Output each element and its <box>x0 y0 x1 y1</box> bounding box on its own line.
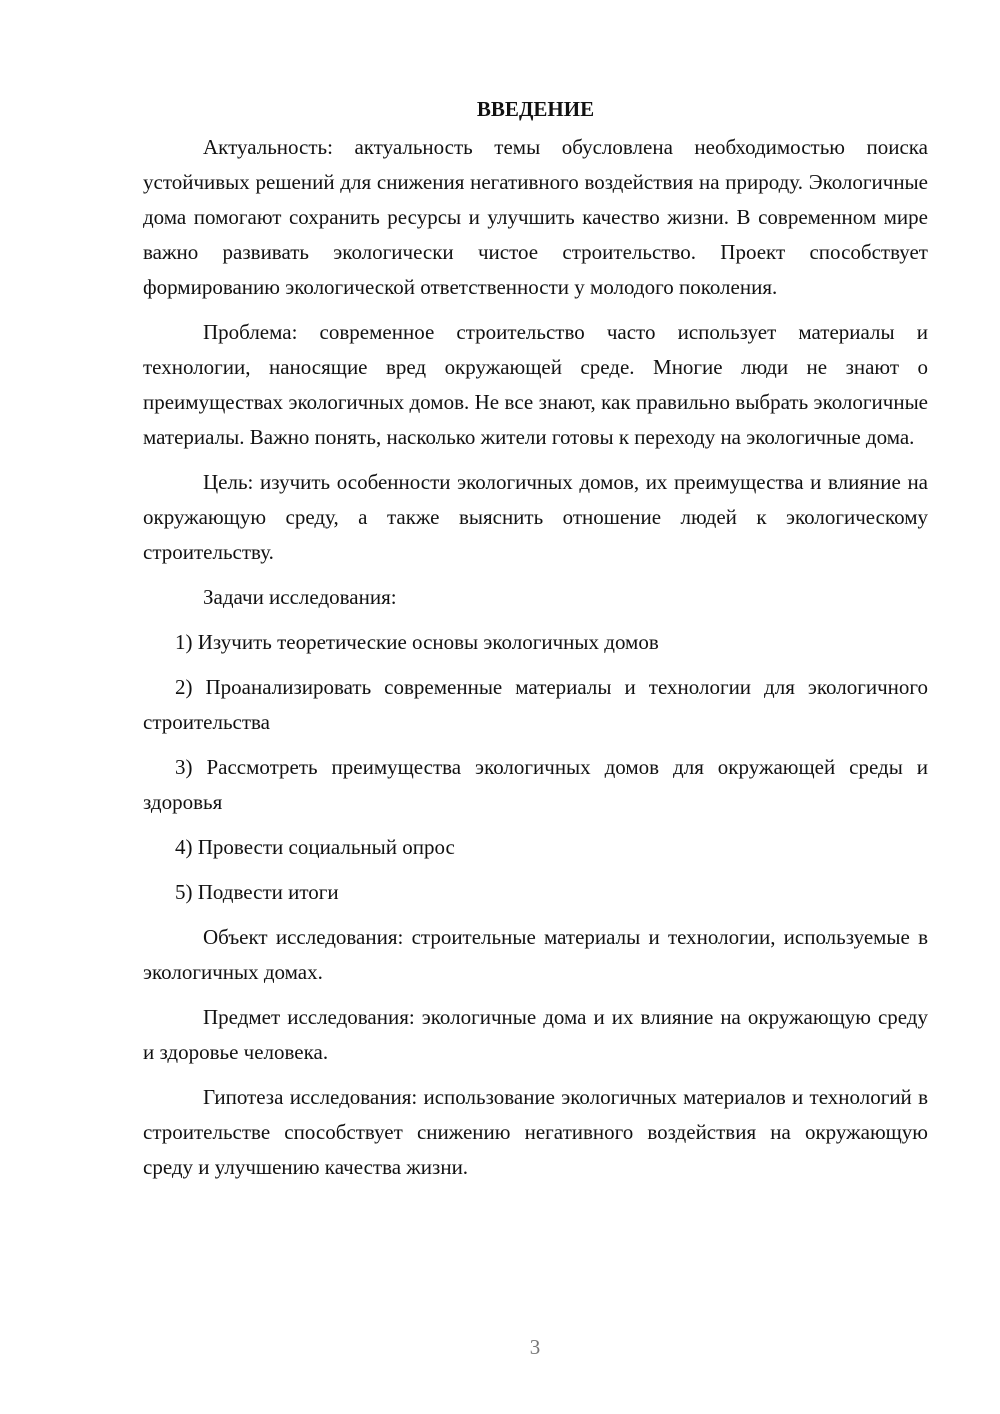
paragraph-hypothesis: Гипотеза исследования: использование экологичных материалов и технологий в строительстве способствует снижению негативного воздействия на окружающую среду и улучшению качества жизни. <box>143 1085 928 1179</box>
section-heading: ВВЕДЕНИЕ <box>476 97 595 121</box>
paragraph-tasks-title: Задачи исследования: <box>203 585 397 609</box>
paragraph-subject: Предмет исследования: экологичные дома и их влияние на окружающую среду и здоровье человека. <box>143 1005 928 1064</box>
task-item-3: 3) Рассмотреть преимущества экологичных домов для окружающей среды и здоровья <box>143 755 928 814</box>
page-content <box>143 94 928 1195</box>
task-item-1: 1) Изучить теоретические основы экологичных домов <box>175 630 659 654</box>
task-item-2: 2) Проанализировать современные материалы и технологии для экологичного строительства <box>143 675 928 734</box>
page-number: 3 <box>529 1335 541 1359</box>
paragraph-goal: Цель: изучить особенности экологичных домов, их преимущества и влияние на окружающую среду, а также выяснить отношение людей к экологическому строительству. <box>143 470 928 564</box>
task-item-5: 5) Подвести итоги <box>175 880 339 904</box>
paragraph-relevance: Актуальность: актуальность темы обусловлена необходимостью поиска устойчивых решений для снижения негативного воздействия на природу. Экологичные дома помогают сохранить ресурсы и улучшить качество жизни. В современном мире важно развивать экологически чистое строительство. Проект способствует формированию экологической ответственности у молодого поколения. <box>143 135 928 299</box>
paragraph-object: Объект исследования: строительные материалы и технологии, используемые в экологичных домах. <box>143 925 928 984</box>
task-item-4: 4) Провести социальный опрос <box>175 835 455 859</box>
paragraph-problem: Проблема: современное строительство часто использует материалы и технологии, наносящие вред окружающей среде. Многие люди не знают о преимуществах экологичных домов. Не все знают, как правильно выбрать экологичные материалы. Важно понять, насколько жители готовы к переходу на экологичные дома. <box>143 320 928 449</box>
